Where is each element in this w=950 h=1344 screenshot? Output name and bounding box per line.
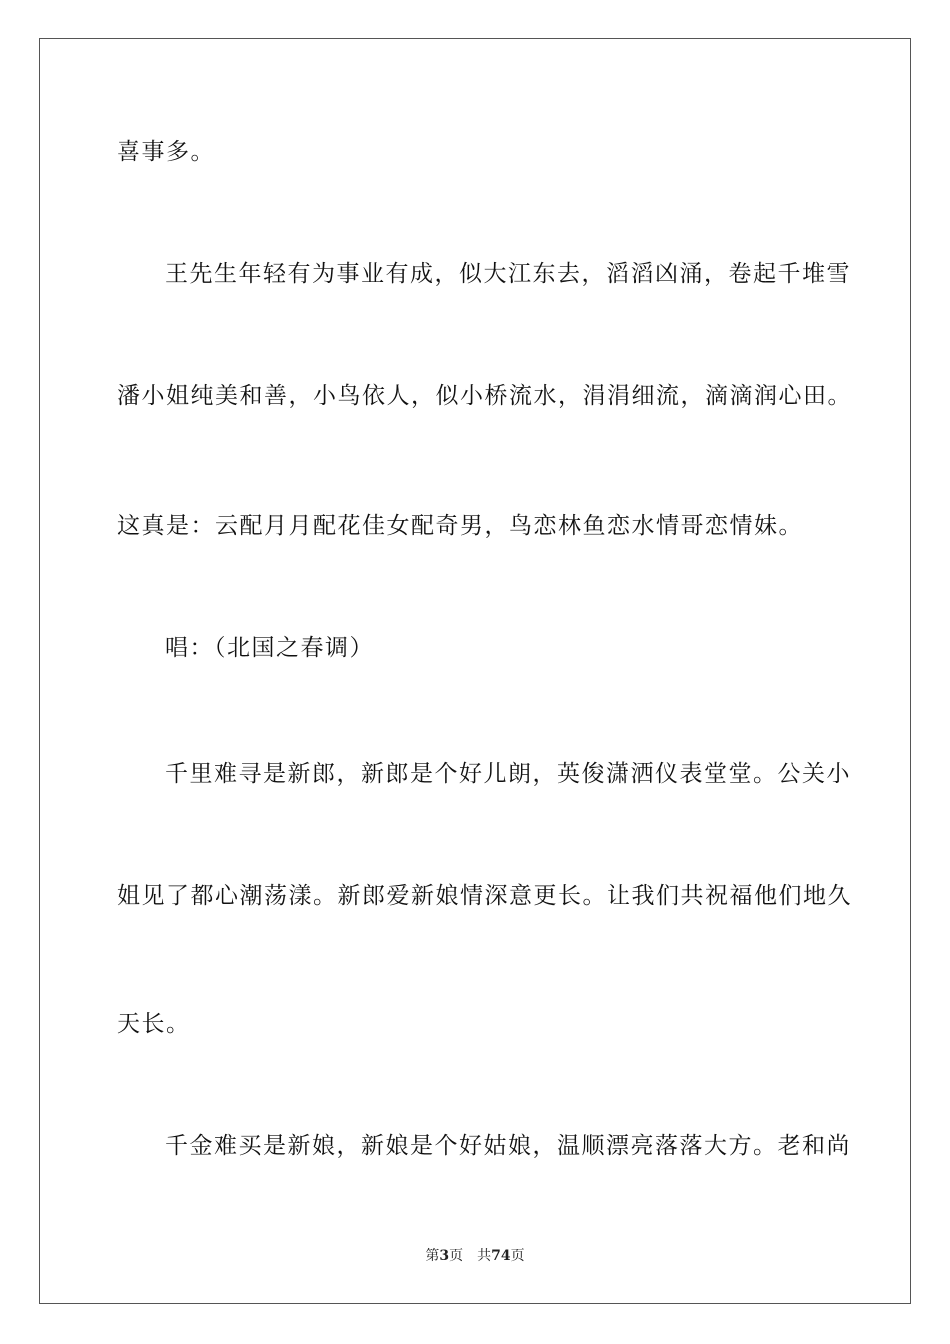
page-number: 3 — [439, 1248, 450, 1264]
total-suffix: 页 — [510, 1248, 525, 1264]
page-suffix: 页 — [449, 1248, 464, 1264]
paragraph-line-7: 姐见了都心潮荡漾。新郎爱新娘情深意更长。让我们共祝福他们地久 — [117, 883, 852, 909]
page-footer — [0, 1247, 950, 1265]
paragraph-line-2: 王先生年轻有为事业有成，似大江东去，滔滔凶涌，卷起千堆雪 — [165, 261, 851, 287]
paragraph-line-9: 千金难买是新娘，新娘是个好姑娘，温顺漂亮落落大方。老和尚 — [165, 1133, 851, 1159]
text-line-1: 喜事多。 — [117, 139, 215, 165]
total-pages: 74 — [491, 1248, 511, 1264]
page-border — [39, 38, 911, 1304]
paragraph-line-3: 潘小姐纯美和善，小鸟依人，似小桥流水，涓涓细流，滴滴润心田。 — [117, 383, 852, 409]
paragraph-line-8: 天长。 — [117, 1011, 191, 1037]
paragraph-line-6: 千里难寻是新郎，新郎是个好儿朗，英俊潇洒仪表堂堂。公关小 — [165, 761, 851, 787]
page-prefix: 第 — [425, 1248, 440, 1264]
total-prefix: 共 — [477, 1248, 492, 1264]
song-heading: 唱：（北国之春调） — [165, 635, 374, 661]
paragraph-line-4: 这真是：云配月月配花佳女配奇男，鸟恋林鱼恋水情哥恋情妹。 — [117, 513, 803, 539]
